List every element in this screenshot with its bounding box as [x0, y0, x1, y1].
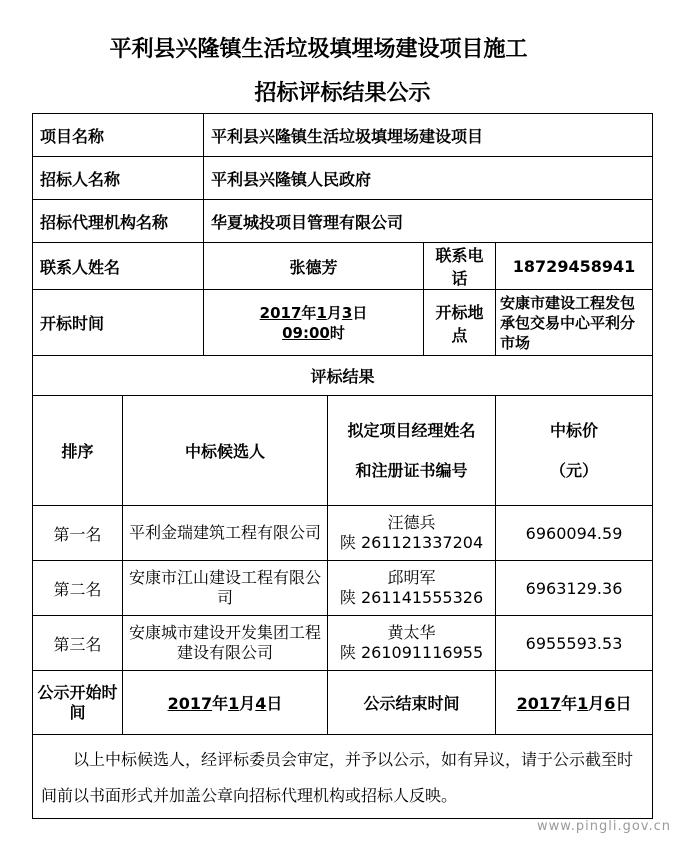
price-cell: 6960094.59 — [496, 506, 653, 561]
rank-cell: 第二名 — [33, 561, 123, 616]
rank-cell: 第一名 — [33, 506, 123, 561]
results-section-title: 评标结果 — [33, 356, 653, 396]
candidate-cell: 安康市江山建设工程有限公司 — [123, 561, 328, 616]
document-title-line2: 招标评标结果公示 — [254, 80, 431, 106]
agency-label: 招标代理机构名称 — [33, 200, 204, 243]
table-row — [33, 506, 653, 561]
candidate-cell: 安康城市建设开发集团工程建设有限公司 — [123, 616, 328, 671]
manager-cell: 黄太华 陕 261091116955 — [328, 616, 496, 671]
candidate-cell: 平利金瑞建筑工程有限公司 — [123, 506, 328, 561]
row-contact — [33, 243, 653, 290]
row-note — [33, 735, 653, 819]
row-open-time — [33, 290, 653, 356]
phone-value: 18729458941 — [496, 243, 653, 290]
rank-cell: 第三名 — [33, 616, 123, 671]
table-row — [33, 561, 653, 616]
row-agency — [33, 200, 653, 243]
header-rank: 排序 — [33, 396, 123, 506]
results-header-row — [33, 396, 653, 506]
table-row — [33, 616, 653, 671]
site-watermark: www.pingli.gov.cn — [537, 819, 671, 834]
tenderer-value: 平利县兴隆镇人民政府 — [204, 157, 653, 200]
open-place-value: 安康市建设工程发包承包交易中心平利分市场 — [496, 290, 653, 356]
publicity-start-label: 公示开始时间 — [33, 671, 123, 735]
price-cell: 6955593.53 — [496, 616, 653, 671]
manager-cell: 邱明军 陕 261141555326 — [328, 561, 496, 616]
bid-result-table — [32, 113, 653, 819]
header-manager: 拟定项目经理姓名 和注册证书编号 — [328, 396, 496, 506]
header-candidate: 中标候选人 — [123, 396, 328, 506]
publicity-end-value: 2017年1月6日 — [496, 671, 653, 735]
publicity-start-value: 2017年1月4日 — [123, 671, 328, 735]
contact-label: 联系人姓名 — [33, 243, 204, 290]
row-project-name — [33, 114, 653, 157]
price-cell: 6963129.36 — [496, 561, 653, 616]
agency-value: 华夏城投项目管理有限公司 — [204, 200, 653, 243]
open-time-label: 开标时间 — [33, 290, 204, 356]
publicity-note: 以上中标候选人，经评标委员会审定，并予以公示，如有异议，请于公示截至时间前以书面形式并加盖公章向招标代理机构或招标人反映。 — [33, 735, 653, 819]
open-time-value: 2017年1月3日 09:00时 — [204, 290, 424, 356]
row-section-title — [33, 356, 653, 396]
manager-cell: 汪德兵 陕 261121337204 — [328, 506, 496, 561]
publicity-end-label: 公示结束时间 — [328, 671, 496, 735]
contact-value: 张德芳 — [204, 243, 424, 290]
open-place-label: 开标地点 — [424, 290, 496, 356]
row-publicity-dates — [33, 671, 653, 735]
header-price: 中标价 （元） — [496, 396, 653, 506]
phone-label: 联系电话 — [424, 243, 496, 290]
row-tenderer — [33, 157, 653, 200]
document-title-line1: 平利县兴隆镇生活垃圾填埋场建设项目施工 — [109, 36, 528, 62]
tenderer-label: 招标人名称 — [33, 157, 204, 200]
project-name-value: 平利县兴隆镇生活垃圾填埋场建设项目 — [204, 114, 653, 157]
project-name-label: 项目名称 — [33, 114, 204, 157]
